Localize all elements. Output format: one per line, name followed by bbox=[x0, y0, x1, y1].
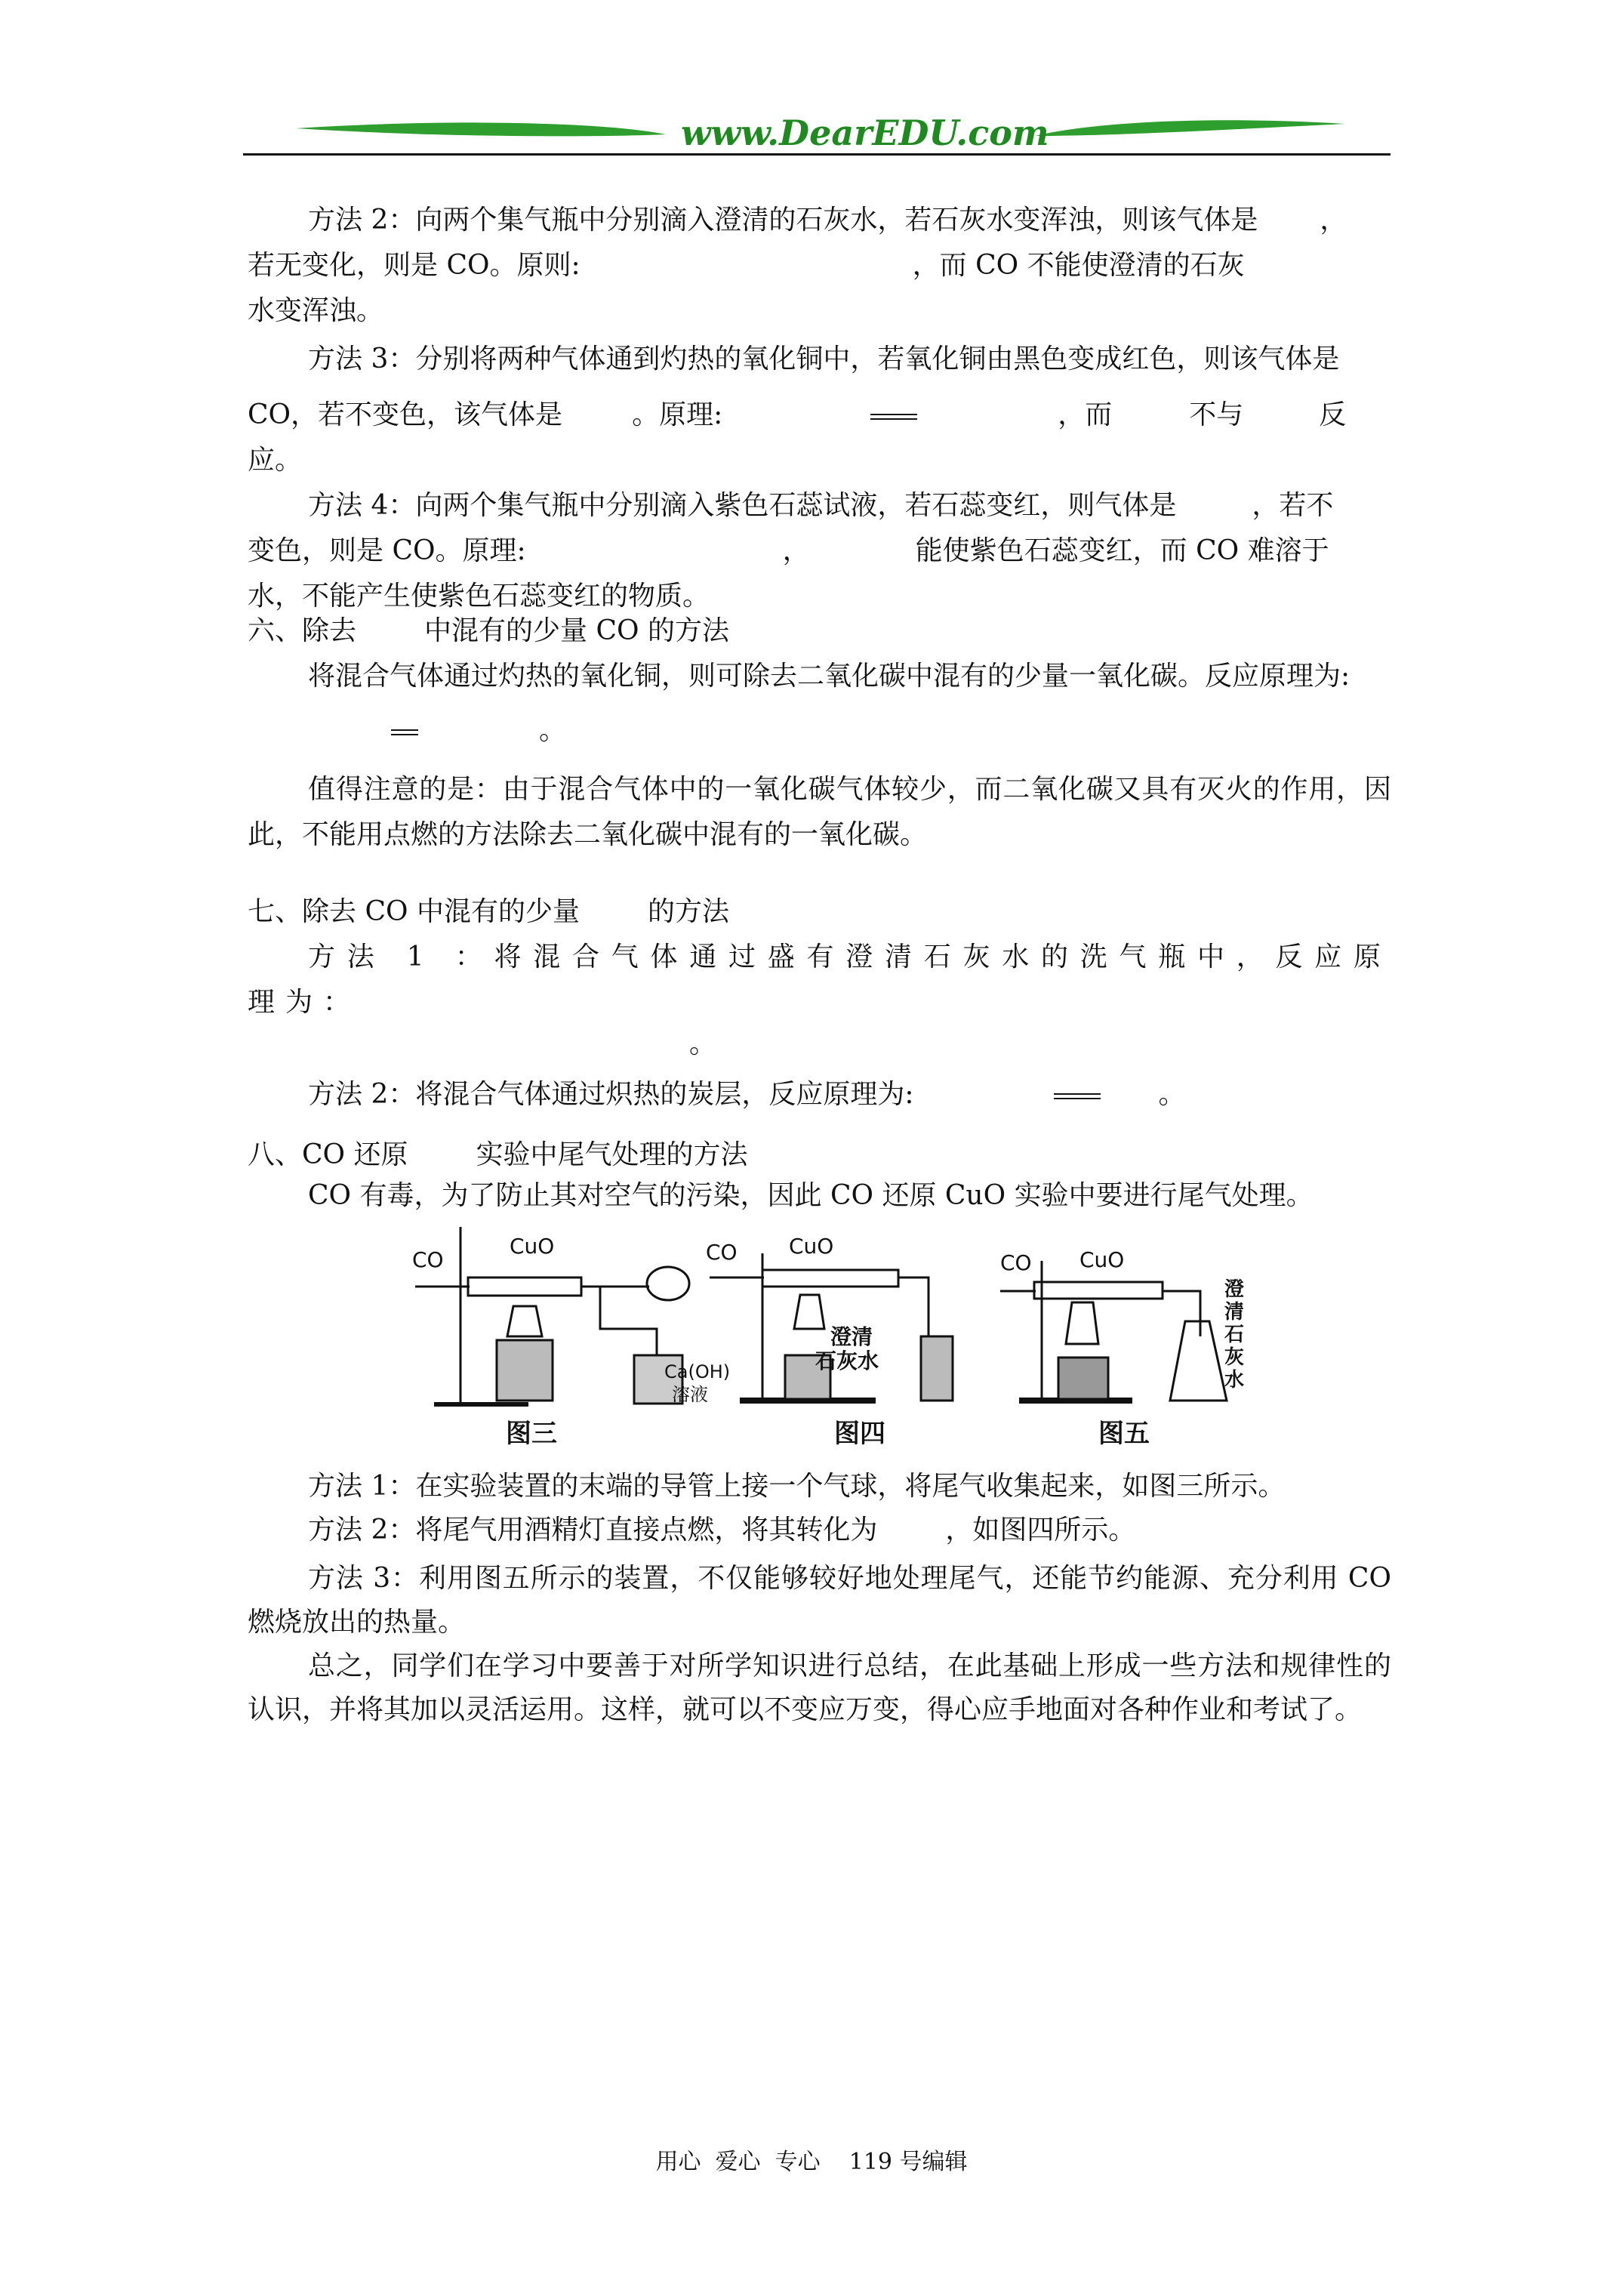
method4-text-c: 变色，则是 CO。原理: bbox=[248, 535, 526, 566]
method3-text-c: 。原理: bbox=[632, 399, 723, 430]
section7-heading bbox=[248, 889, 1391, 935]
fig5-co-label: CO bbox=[1000, 1250, 1032, 1275]
method2-text-e: 水变浑浊。 bbox=[248, 295, 384, 326]
fig3-caption: 图三 bbox=[506, 1419, 557, 1449]
method2-text-a: 方法 2：向两个集气瓶中分别滴入澄清的石灰水，若石灰水变浑浊，则该气体是 bbox=[308, 205, 1258, 236]
fig4-caption: 图四 bbox=[834, 1419, 885, 1449]
method4-text-e: 能使紫色石蕊变红，而 CO 难溶于 bbox=[915, 535, 1329, 566]
section6-block bbox=[248, 609, 1391, 858]
fig5-glass-tube bbox=[1034, 1282, 1163, 1299]
method3-text-f: 反应。 bbox=[248, 399, 1347, 476]
fig5-reagent-char: 石 bbox=[1224, 1324, 1245, 1346]
page-footer: 用心 爱心 专心 119 号编辑 bbox=[655, 2149, 968, 2175]
section8-heading-b: 实验中尾气处理的方法 bbox=[476, 1139, 748, 1170]
equals-sign-icon bbox=[1054, 1093, 1101, 1099]
method2-text-d: ，而 CO 不能使澄清的石灰 bbox=[912, 250, 1245, 281]
section8-block bbox=[248, 1133, 1391, 1219]
fig5-reagent-char: 水 bbox=[1224, 1369, 1245, 1391]
section7-heading-a: 七、除去 CO 中混有的少量 bbox=[248, 896, 580, 927]
fig5-reagent-char: 清 bbox=[1224, 1301, 1245, 1324]
fig5-lamp bbox=[1058, 1358, 1108, 1399]
fig3-outlet-pipe bbox=[581, 1287, 657, 1355]
fig5-outlet-pipe bbox=[1163, 1291, 1200, 1336]
method2-text-b: ， bbox=[1320, 205, 1347, 236]
section7-method2-text: 方法 2：将混合气体通过炽热的炭层，反应原理为: bbox=[308, 1079, 914, 1110]
fig3-glass-tube bbox=[468, 1277, 581, 1296]
apparatus-figures bbox=[408, 1223, 1246, 1450]
fig4-flame bbox=[794, 1295, 824, 1329]
logo-swoosh-icon bbox=[243, 98, 1390, 159]
figure-3 bbox=[412, 1227, 730, 1449]
section8-method2 bbox=[248, 1509, 1391, 1552]
section7-method2-end: 。 bbox=[1158, 1079, 1186, 1110]
fig4-cuo-label: CuO bbox=[789, 1234, 834, 1259]
fig4-outlet-pipe bbox=[898, 1277, 929, 1336]
fig5-flask bbox=[1170, 1321, 1227, 1401]
fig3-cuo-label: CuO bbox=[510, 1234, 555, 1259]
section6-para1-end: 。 bbox=[539, 715, 567, 746]
fig5-cuo-label: CuO bbox=[1079, 1247, 1125, 1272]
fig5-caption: 图五 bbox=[1098, 1419, 1150, 1449]
section8-intro: CO 有毒，为了防止其对空气的污染，因此 CO 还原 CuO 实验中要进行尾气处理。 bbox=[308, 1180, 1313, 1211]
section8-method2-a: 方法 2：将尾气用酒精灯直接点燃，将其转化为 bbox=[308, 1515, 878, 1546]
method2-text-c: 若无变化，则是 CO。原则: bbox=[248, 250, 581, 281]
section8-method2-b: ，如图四所示。 bbox=[945, 1515, 1136, 1546]
fig4-reagent-label1: 澄清 bbox=[830, 1324, 873, 1349]
header-logo bbox=[243, 98, 1390, 159]
fig3-lamp bbox=[497, 1340, 553, 1401]
section6-heading-b: 中混有的少量 CO 的方法 bbox=[424, 615, 729, 646]
section6-para2: 值得注意的是：由于混合气体中的一氧化碳气体较少，而二氧化碳又具有灭火的作用，因此，不能用点燃的方法除去二氧化碳中混有的一氧化碳。 bbox=[248, 774, 1391, 850]
method4-para bbox=[248, 483, 1391, 529]
method4-line2 bbox=[248, 529, 1391, 574]
section8-heading bbox=[248, 1133, 1391, 1178]
method3-text-e: 不与 bbox=[1189, 399, 1244, 430]
section8-methods bbox=[248, 1465, 1391, 1732]
fig4-co-label: CO bbox=[706, 1240, 738, 1265]
fig3-flame bbox=[507, 1306, 542, 1336]
section7-heading-b: 的方法 bbox=[647, 896, 729, 927]
method3-text-a: 方法 3：分别将两种气体通到灼热的氧化铜中，若氧化铜由黑色变成红色，则该气体是 bbox=[308, 344, 1340, 374]
section6-heading bbox=[248, 609, 1391, 654]
section7-block bbox=[248, 889, 1391, 1117]
section7-method1: 方法 1 ：将混合气体通过盛有澄清石灰水的洗气瓶中，反应原理为： bbox=[248, 942, 1391, 1018]
fig4-glass-tube bbox=[762, 1270, 898, 1287]
fig5-reagent-char: 澄 bbox=[1224, 1278, 1245, 1301]
section8-summary: 总之，同学们在学习中要善于对所学知识进行总结，在此基础上形成一些方法和规律性的认识，并将其加以灵活运用。这样，就可以不变应万变，得心应手地面对各种作业和考试了。 bbox=[248, 1650, 1391, 1725]
method2-line2 bbox=[248, 243, 1391, 288]
equals-sign-icon bbox=[391, 729, 418, 735]
fig5-reagent-char: 灰 bbox=[1224, 1346, 1245, 1369]
section7-method1-end: 。 bbox=[689, 1028, 717, 1059]
header-rule bbox=[243, 153, 1390, 156]
fig3-reagent-label2: 溶液 bbox=[672, 1384, 708, 1405]
method4-text-d: ， bbox=[782, 535, 810, 566]
equals-sign-icon bbox=[870, 414, 917, 420]
fig4-lamp bbox=[921, 1336, 953, 1401]
fig3-co-label: CO bbox=[412, 1247, 444, 1272]
section8-method1: 方法 1：在实验装置的末端的导管上接一个气球，将尾气收集起来，如图三所示。 bbox=[308, 1471, 1286, 1502]
section8-heading-a: 八、CO 还原 bbox=[248, 1139, 408, 1170]
method3-text-d: ，而 bbox=[1058, 399, 1113, 430]
fig4-reagent-label2: 石灰水 bbox=[815, 1348, 879, 1373]
section6-equation-line bbox=[248, 708, 1391, 754]
method4-text-b: ，若不 bbox=[1252, 490, 1334, 521]
figure-5 bbox=[1000, 1247, 1244, 1449]
section8-method3: 方法 3：利用图五所示的装置，不仅能够较好地处理尾气，还能节约能源、充分利用 CO 燃烧放出的热量。 bbox=[248, 1563, 1391, 1638]
section6-para1: 将混合气体通过灼热的氧化铜，则可除去二氧化碳中混有的少量一氧化碳。反应原理为: bbox=[308, 661, 1350, 692]
section7-method2 bbox=[248, 1072, 1391, 1117]
fig3-balloon bbox=[647, 1267, 689, 1300]
fig5-flame bbox=[1066, 1302, 1098, 1344]
method3-text-b: CO，若不变色，该气体是 bbox=[248, 399, 563, 430]
method3-line2 bbox=[248, 393, 1391, 483]
fig3-reagent-label1: Ca(OH) bbox=[664, 1361, 731, 1382]
method4-text-f: 水，不能产生使紫色石蕊变红的物质。 bbox=[248, 581, 710, 612]
method4-text-a: 方法 4：向两个集气瓶中分别滴入紫色石蕊试液，若石蕊变红，则气体是 bbox=[308, 490, 1177, 521]
method2-para bbox=[248, 198, 1391, 243]
section6-heading-a: 六、除去 bbox=[248, 615, 357, 646]
figure-4 bbox=[706, 1234, 953, 1449]
section5-block bbox=[248, 198, 1391, 619]
logo-text: www.DearEDU.com bbox=[681, 112, 1049, 153]
